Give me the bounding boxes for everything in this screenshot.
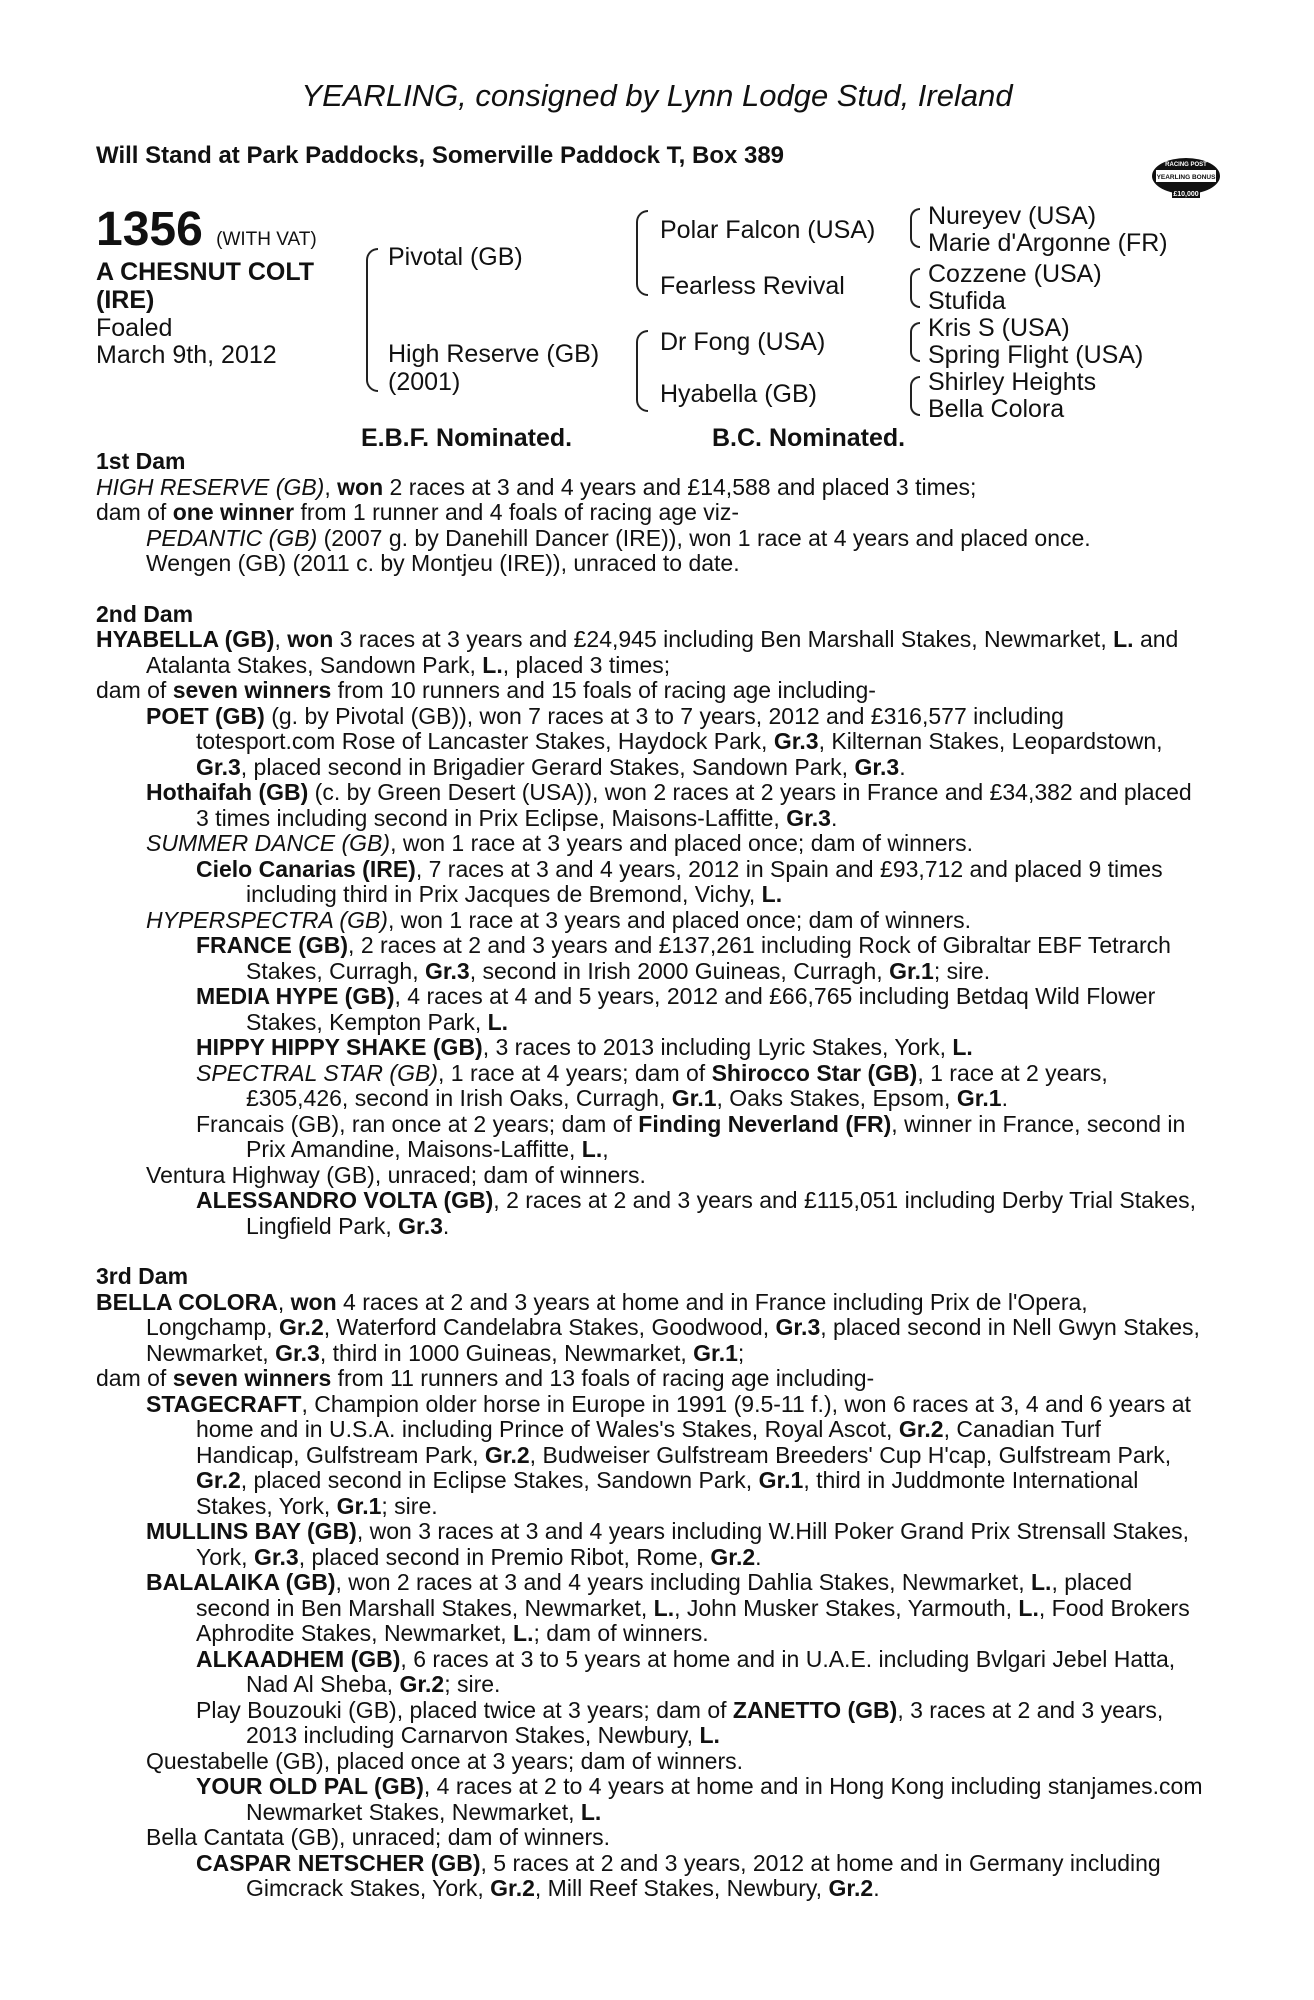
foaled-date: March 9th, 2012 (96, 341, 277, 369)
entry-mullins-bay: MULLINS BAY (GB), won 3 races at 3 and 4 years including W.Hill Poker Grand Prix Strensall Stakes, York, Gr.3, placed second in Premio Ribot, Rome, Gr.2. (146, 1518, 1190, 1570)
brace-g4 (910, 376, 920, 416)
second-dam-record: HYABELLA (GB), won 3 races at 3 years and £24,945 including Ben Marshall Stakes, Newmarket, L. and Atalanta Stakes, Sandown Park, L., placed 3 times; (96, 626, 1179, 678)
entry-caspar-netscher: CASPAR NETSCHER (GB), 5 races at 2 and 3 years, 2012 at home and in Germany including Gimcrack Stakes, York, Gr.2, Mill Reef Stakes, Newbury, Gr.2. (196, 1849, 1161, 1901)
entry-media-hype: MEDIA HYPE (GB), 4 races at 4 and 5 years, 2012 and £66,765 including Betdaq Wild Flower Stakes, Kempton Park, L. (196, 983, 1156, 1035)
pedigree-dds: Shirley Heights (928, 368, 1097, 396)
first-dam-record: HIGH RESERVE (GB), won 2 races at 3 and 4 years and £14,588 and placed 3 times; (96, 473, 977, 500)
entry-france: FRANCE (GB), 2 races at 2 and 3 years and £137,261 including Rock of Gibraltar EBF Tetrarch Stakes, Curragh, Gr.3, second in Irish 2000 Guineas, Curragh, Gr.1; sire. (196, 932, 1171, 984)
pedigree-ssd: Marie d'Argonne (FR) (928, 229, 1168, 257)
pedigree-sire-dam: Fearless Revival (660, 272, 845, 300)
badge-bottom-text: £10,000 (1173, 191, 1199, 198)
pedigree-sire: Pivotal (GB) (388, 243, 523, 271)
pedigree-sds: Cozzene (USA) (928, 260, 1102, 288)
catalogue-text (96, 449, 1206, 1902)
pedigree-dam-sire: Dr Fong (USA) (660, 328, 826, 356)
entry-alkaadhem: ALKAADHEM (GB), 6 races at 3 to 5 years at home and in U.A.E. including Bvlgari Jebel Hatta, Nad Al Sheba, Gr.2; sire. (196, 1645, 1176, 1697)
produce-wengen: Wengen (GB) (2011 c. by Montjeu (IRE)), unraced to date. (146, 550, 740, 576)
foaled-label: Foaled (96, 314, 173, 342)
sire-line-brace (636, 210, 648, 296)
page-title: YEARLING, consigned by Lynn Lodge Stud, Ireland (301, 78, 1013, 113)
entry-play-bouzouki: Play Bouzouki (GB), placed twice at 3 years; dam of ZANETTO (GB), 3 races at 2 and 3 years, 2013 including Carnarvon Stakes, Newbury, L. (196, 1696, 1164, 1748)
pedigree-dsd: Spring Flight (USA) (928, 341, 1144, 369)
entry-balalaika: BALALAIKA (GB), won 2 races at 3 and 4 years including Dahlia Stakes, Newmarket, L., placed second in Ben Marshall Stakes, Newmarket, L., John Musker Stakes, Yarmouth, L., Food Brokers Aphrodite Stakes, Newmarket, L.; dam of winners. (146, 1569, 1190, 1646)
third-dam-produce: dam of seven winners from 11 runners and 13 foals of racing age including- (96, 1365, 875, 1391)
brace-g1 (910, 208, 920, 248)
second-dam-produce: dam of seven winners from 10 runners and 15 foals of racing age including- (96, 677, 876, 703)
sire-dam-brace (366, 248, 378, 392)
entry-francais: Francais (GB), ran once at 2 years; dam of Finding Neverland (FR), winner in France, second in Prix Amandine, Maisons-Laffitte, L., (196, 1110, 1186, 1162)
entry-cielo-canarias: Cielo Canarias (IRE), 7 races at 3 and 4 years, 2012 in Spain and £93,712 and placed 9 times including third in Prix Jacques de Bremond, Vichy, L. (196, 855, 1163, 907)
entry-hippy-hippy-shake: HIPPY HIPPY SHAKE (GB), 3 races to 2013 including Lyric Stakes, York, L. (196, 1034, 973, 1060)
lot-description-1: A CHESNUT COLT (96, 258, 315, 286)
lot-number: 1356 (96, 203, 203, 256)
entry-hyperspectra: HYPERSPECTRA (GB), won 1 race at 3 years and placed once; dam of winners. (146, 906, 971, 933)
lot-description-2: (IRE) (96, 286, 155, 314)
badge-mid-text: YEARLING BONUS (1156, 174, 1216, 181)
bc-nominated: B.C. Nominated. (712, 424, 906, 452)
second-dam-heading: 2nd Dam (96, 600, 194, 627)
entry-summer-dance: SUMMER DANCE (GB), won 1 race at 3 years and placed once; dam of winners. (146, 830, 974, 856)
brace-g3 (910, 322, 920, 362)
pedigree-dss: Kris S (USA) (928, 314, 1070, 342)
entry-bella-cantata: Bella Cantata (GB), unraced; dam of winners. (146, 1824, 611, 1850)
entry-your-old-pal: YOUR OLD PAL (GB), 4 races at 2 to 4 years at home and in Hong Kong including stanjames.com Newmarket Stakes, Newmarket, L. (196, 1773, 1203, 1825)
first-dam-produce: dam of one winner from 1 runner and 4 foals of racing age viz- (96, 499, 740, 525)
pedigree-sss: Nureyev (USA) (928, 202, 1097, 230)
entry-poet: POET (GB) (g. by Pivotal (GB)), won 7 races at 3 to 7 years, 2012 and £316,577 including totesport.com Rose of Lancaster Stakes, Haydock Park, Gr.3, Kilternan Stakes, Leopardstown, Gr.3, placed second in Brigadier Gerard Stakes, Sandown Park, Gr.3. (146, 702, 1163, 780)
first-dam-heading: 1st Dam (96, 448, 186, 474)
entry-alessandro-volta: ALESSANDRO VOLTA (GB), 2 races at 2 and 3 years and £115,051 including Derby Trial Stakes, Lingfield Park, Gr.3. (196, 1187, 1197, 1239)
pedigree-ddd: Bella Colora (928, 395, 1065, 423)
pedigree-dam: High Reserve (GB) (388, 340, 600, 368)
pedigree-dam-dam: Hyabella (GB) (660, 380, 817, 408)
badge-top-text: RACING POST (1165, 162, 1207, 168)
stand-location: Will Stand at Park Paddocks, Somerville Paddock T, Box 389 (96, 142, 785, 169)
yearling-bonus-badge (1150, 152, 1222, 204)
third-dam-heading: 3rd Dam (96, 1263, 189, 1289)
vat-label: (WITH VAT) (216, 229, 317, 250)
pedigree-sire-sire: Polar Falcon (USA) (660, 216, 876, 244)
third-dam-record: BELLA COLORA, won 4 races at 2 and 3 years at home and in France including Prix de l'Opera, Longchamp, Gr.2, Waterford Candelabra Stakes, Goodwood, Gr.3, placed second in Nell Gwyn Stakes, Newmarket, Gr.3, third in 1000 Guineas, Newmarket, Gr.1; (96, 1288, 1200, 1366)
entry-hothaifah: Hothaifah (GB) (c. by Green Desert (USA)), won 2 races at 2 years in France and £34,382 and placed 3 times including second in Prix Eclipse, Maisons-Laffitte, Gr.3. (146, 779, 1192, 831)
entry-questabelle: Questabelle (GB), placed once at 3 years; dam of winners. (146, 1747, 744, 1774)
ebf-nominated: E.B.F. Nominated. (361, 424, 573, 452)
lot-number-block (96, 203, 317, 256)
entry-stagecraft: STAGECRAFT, Champion older horse in Europe in 1991 (9.5-11 f.), won 6 races at 3, 4 and 6 years at home and in U.S.A. including Prince of Wales's Stakes, Royal Ascot, Gr.2, Canadian Turf Handicap, Gulfstream Park, Gr.2, Budweiser Gulfstream Breeders' Cup H'cap, Gulfstream Park, Gr.2, placed second in Eclipse Stakes, Sandown Park, Gr.1, third in Juddmonte International Stakes, York, Gr.1; sire. (146, 1390, 1191, 1519)
produce-pedantic: PEDANTIC (GB) (2007 g. by Danehill Dancer (IRE)), won 1 race at 4 years and placed once. (146, 524, 1091, 551)
brace-g2 (910, 268, 920, 308)
pedigree-sdd: Stufida (928, 287, 1006, 315)
pedigree-dam-year: (2001) (388, 368, 461, 396)
entry-spectral-star: SPECTRAL STAR (GB), 1 race at 4 years; dam of Shirocco Star (GB), 1 race at 2 years, £305,426, second in Irish Oaks, Curragh, Gr.1, Oaks Stakes, Epsom, Gr.1. (196, 1059, 1108, 1111)
dam-line-brace (636, 330, 648, 412)
entry-ventura-highway: Ventura Highway (GB), unraced; dam of winners. (146, 1161, 646, 1188)
